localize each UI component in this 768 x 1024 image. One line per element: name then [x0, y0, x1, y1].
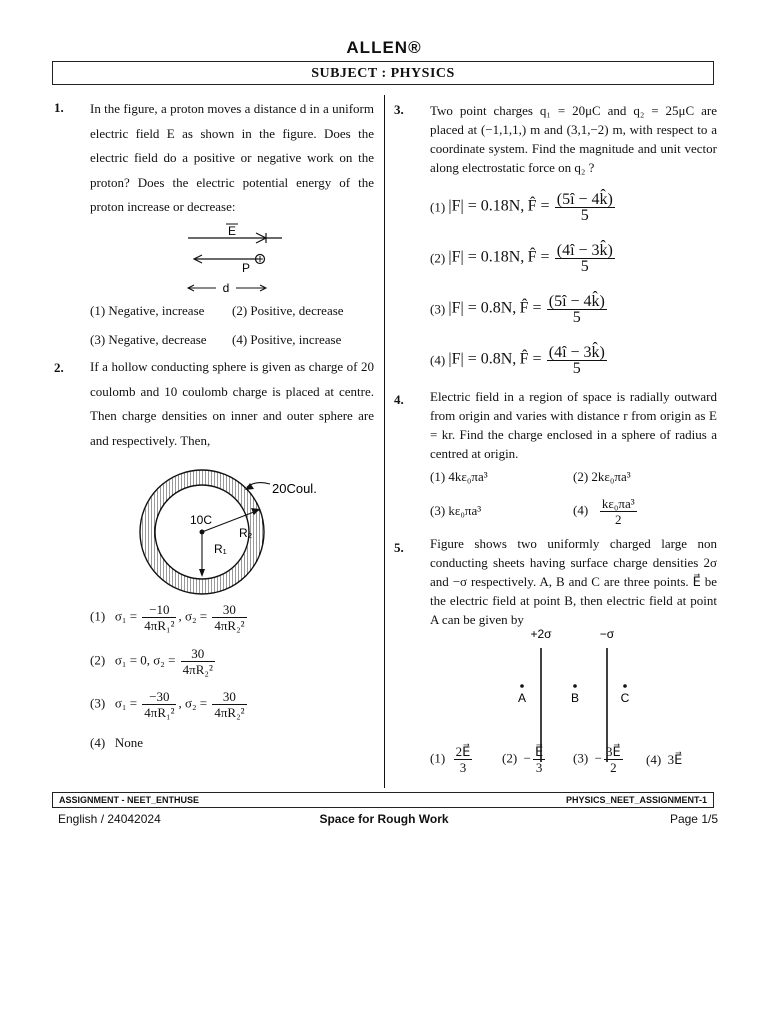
footer-page-number: Page 1/5: [669, 812, 718, 826]
q2-o1-s2: , σ₂ =: [178, 608, 208, 624]
q2-inner-charge-label: 10C: [190, 513, 213, 527]
q5-o3-den: 2: [610, 760, 617, 775]
q3-o4-num: (4î − 3k̂): [548, 344, 605, 361]
q3-o1-mag: |F| = 0.18N,: [448, 197, 525, 215]
q3-option-3[interactable]: [430, 294, 609, 325]
q3-o4-den: 5: [572, 360, 581, 377]
q1-figure: [180, 222, 290, 298]
q3-o4-label: (4): [430, 352, 446, 368]
q4-option-4[interactable]: [573, 496, 639, 527]
q2-o1-s1: σ₁ =: [114, 608, 138, 624]
q2-o1-label: (1): [90, 608, 106, 624]
q3-o3-den: 5: [572, 309, 581, 326]
q2-option-1[interactable]: [90, 602, 249, 633]
q3-option-2[interactable]: [430, 243, 617, 274]
q1-option-4[interactable]: (4) Positive, increase: [232, 332, 342, 347]
q3-o3-fhat: F̂ =: [519, 299, 542, 317]
q1-option-2[interactable]: (2) Positive, decrease: [232, 303, 344, 318]
q2-option-4[interactable]: [90, 735, 143, 751]
q5-o2-sign: −: [523, 750, 532, 766]
q4-text: Electric field in a region of space is radially outward from origin and varies with distance r from origin as E = kr. Find the charge enclosed in a sphere of radius a centred at origin.: [430, 389, 717, 461]
q1-fig-d-label: d: [222, 281, 230, 295]
q3-o4-fhat: F̂ =: [519, 350, 542, 368]
q2-outer-charge-label: 20Coul.: [272, 481, 317, 496]
q5-o4-label: (4): [646, 752, 662, 767]
q5-o3-sign: −: [594, 750, 603, 766]
q5-o2-den: 3: [535, 760, 543, 775]
q2-text: If a hollow conducting sphere is given as charge of 20 coulomb and 10 coulomb charge is placed at centre. Then charge densities on inner and outer sphere are and respectively. Then,: [90, 359, 374, 448]
q2-o3-s1: σ₁ =: [114, 695, 138, 711]
q3-o3-mag: |F| = 0.8N,: [448, 299, 517, 317]
q2-o2-label: (2): [90, 652, 106, 668]
q2-o3-d1: 4πR₁²: [144, 705, 175, 720]
q2-r2-label: R₂: [239, 526, 253, 540]
brand-logo: ALLEN®: [346, 38, 422, 57]
q4-number: 4.: [394, 392, 404, 407]
q3-o2-den: 5: [580, 258, 589, 275]
q4-o4-num: kε₀πa³: [601, 496, 635, 511]
q1-option-1[interactable]: (1) Negative, increase: [90, 303, 205, 318]
q3-option-4[interactable]: [430, 345, 609, 376]
q3-o1-label: (1): [430, 199, 446, 215]
q1-fig-p-label: P: [241, 261, 251, 275]
q2-r1-label: R₁: [214, 542, 227, 556]
footer-assignment-box: [52, 792, 714, 808]
q3-o1-fhat: F̂ =: [527, 197, 550, 215]
q1-text: In the figure, a proton moves a distance d in a uniform electric field E as shown in the figure. Does the electric field do a positive or negative work on the proton? Does the electric potential energy of the proton increase or decrease:: [90, 101, 374, 214]
q5-text: Figure shows two uniformly charged large non conducting sheets having surface charge densities 2σ and −σ respectively. A, B and C are three points. E⃗ be the electric field at point B, then electric field at point A can be given by: [430, 536, 717, 627]
q4-option-3[interactable]: (3) kε₀πa³: [430, 503, 482, 518]
q5-point-a: A: [517, 691, 527, 705]
q5-option-1[interactable]: [430, 744, 474, 775]
subject-title: SUBJECT : PHYSICS: [52, 61, 714, 85]
q3-option-1[interactable]: [430, 192, 617, 223]
q5-o1-den: 3: [459, 760, 467, 775]
q5-option-3[interactable]: [573, 744, 625, 775]
q2-option-3[interactable]: [90, 689, 249, 720]
q2-option-2[interactable]: [90, 646, 217, 677]
q5-sheet1-label: +2σ: [530, 627, 552, 641]
q5-o3-label: (3): [573, 750, 589, 766]
q3-o1-den: 5: [580, 207, 589, 224]
q2-o2-n2: 30: [181, 646, 215, 662]
q2-o1-d2: 4πR₂²: [214, 618, 245, 633]
q5-o3-num: 3E⃗: [606, 744, 621, 759]
q1-option-3[interactable]: (3) Negative, decrease: [90, 332, 207, 347]
q5-point-b: B: [570, 691, 580, 705]
q1-fig-e-label: E: [227, 224, 237, 238]
q5-option-4[interactable]: [646, 752, 682, 768]
q2-o3-s2: , σ₂ =: [178, 695, 208, 711]
q3-text: Two point charges q₁ = 20μC and q₂ = 25μC are placed at (−1,1,1,) m and (3,1,−2) m, with respect to a coordinate system. Find the magnitude and unit vector along electrostatic force on q₂ ?: [430, 103, 717, 175]
q2-o3-n1: −30: [142, 689, 176, 705]
q2-number: 2.: [54, 360, 64, 375]
footer-rough-work: Space for Rough Work: [319, 812, 449, 826]
q4-option-2[interactable]: (2) 2kε₀πa³: [573, 469, 631, 484]
q2-o3-n2: 30: [212, 689, 246, 705]
q5-option-2[interactable]: [502, 744, 547, 775]
q3-o3-label: (3): [430, 301, 446, 317]
q2-o1-d1: 4πR₁²: [144, 618, 175, 633]
footer-assignment-code: PHYSICS_NEET_ASSIGNMENT-1: [565, 795, 707, 805]
q3-o2-num: (4î − 3k̂): [556, 242, 613, 259]
q5-o4-text: 3E⃗: [667, 752, 683, 767]
q2-o1-n2: 30: [212, 602, 246, 618]
q5-o1-label: (1): [430, 750, 446, 766]
q5-o2-label: (2): [502, 750, 518, 766]
q3-o3-num: (5î − 4k̂): [548, 293, 605, 310]
q3-o4-mag: |F| = 0.8N,: [448, 350, 517, 368]
q2-o2-d2: 4πR₂²: [182, 662, 213, 677]
q5-o2-num: E⃗: [535, 744, 544, 759]
column-divider: [384, 95, 385, 788]
q3-o1-num: (5î − 4k̂): [556, 191, 613, 208]
q3-o2-label: (2): [430, 250, 446, 266]
q2-o3-label: (3): [90, 695, 106, 711]
q2-o4-label: (4): [90, 735, 106, 750]
q4-o4-den: 2: [615, 512, 622, 527]
q4-option-1[interactable]: (1) 4kε₀πa³: [430, 469, 488, 484]
q5-sheet2-label: −σ: [599, 627, 615, 641]
q1-number: 1.: [54, 100, 64, 115]
q2-sphere-figure: [130, 462, 330, 602]
q5-point-c: C: [620, 691, 630, 705]
q2-o3-d2: 4πR₂²: [214, 705, 245, 720]
q4-o4-label: (4): [573, 502, 589, 518]
q3-o2-mag: |F| = 0.18N,: [448, 248, 525, 266]
q2-o2-s1: σ₁ = 0, σ₂ =: [114, 652, 176, 668]
q3-number: 3.: [394, 102, 404, 117]
q2-o1-n1: −10: [142, 602, 176, 618]
q5-o1-num: 2E⃗: [455, 744, 471, 759]
footer-assignment-name: ASSIGNMENT - NEET_ENTHUSE: [59, 795, 200, 805]
q2-o4-text: None: [114, 735, 144, 750]
q5-number: 5.: [394, 540, 404, 555]
q3-o2-fhat: F̂ =: [527, 248, 550, 266]
footer-language-date: English / 24042024: [58, 812, 161, 826]
